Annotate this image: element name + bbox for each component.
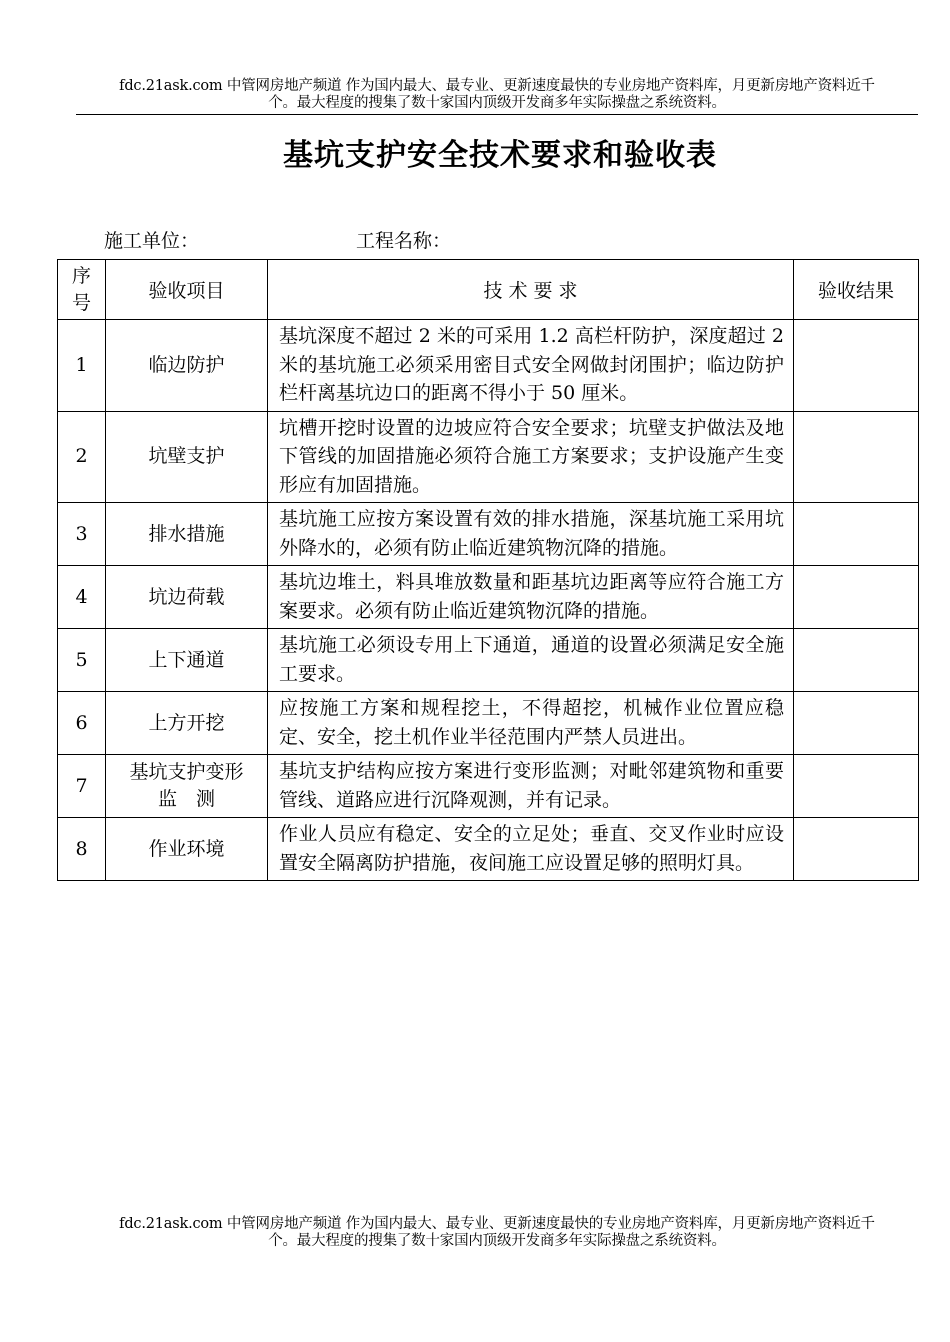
header-divider xyxy=(76,114,918,115)
table-header-row xyxy=(58,260,919,320)
document-title: 基坑支护安全技术要求和验收表 xyxy=(283,138,717,173)
header-seq-line-1: 序 xyxy=(71,264,91,287)
table-row xyxy=(58,411,919,503)
row-item: 上下通道 xyxy=(106,629,268,692)
table-row xyxy=(58,629,919,692)
footer-banner-line-2: 个。最大程度的搜集了数十家国内顶级开发商多年实际操盘之系统资料。 xyxy=(268,1233,726,1249)
row-result-cell[interactable] xyxy=(794,818,919,881)
acceptance-table xyxy=(57,259,919,881)
row-number: 3 xyxy=(58,503,106,566)
header-banner xyxy=(76,78,918,112)
row-requirement: 基坑施工应按方案设置有效的排水措施，深基坑施工采用坑外降水的，必须有防止临近建筑物沉降的措施。 xyxy=(268,503,794,566)
header-banner-line-1: fdc.21ask.com 中管网房地产频道 作为国内最大、最专业、更新速度最快的专业房地产资料库，月更新房地产资料近千 xyxy=(119,78,875,94)
row-result-cell[interactable] xyxy=(794,629,919,692)
row-requirement: 基坑深度不超过 2 米的可采用 1.2 高栏杆防护，深度超过 2 米的基坑施工必须采用密目式安全网做封闭围护；临边防护栏杆离基坑边口的距离不得小于 50 厘米。 xyxy=(268,320,794,412)
table-row xyxy=(58,818,919,881)
table-row xyxy=(58,692,919,755)
row-number: 5 xyxy=(58,629,106,692)
row-requirement: 基坑支护结构应按方案进行变形监测；对毗邻建筑物和重要管线、道路应进行沉降观测，并有记录。 xyxy=(268,755,794,818)
row-item: 排水措施 xyxy=(106,503,268,566)
row-item: 坑壁支护 xyxy=(106,411,268,503)
header-item: 验收项目 xyxy=(106,260,268,320)
row-item: 坑边荷载 xyxy=(106,566,268,629)
row-result-cell[interactable] xyxy=(794,503,919,566)
row-item-line-1: 基坑支护变形 xyxy=(129,761,244,783)
row-item: 上方开挖 xyxy=(106,692,268,755)
row-item xyxy=(106,755,268,818)
row-result-cell[interactable] xyxy=(794,320,919,412)
row-result-cell[interactable] xyxy=(794,755,919,818)
row-number: 4 xyxy=(58,566,106,629)
row-result-cell[interactable] xyxy=(794,411,919,503)
row-number: 6 xyxy=(58,692,106,755)
row-requirement: 坑槽开挖时设置的边坡应符合安全要求；坑壁支护做法及地下管线的加固措施必须符合施工方案要求；支护设施产生变形应有加固措施。 xyxy=(268,411,794,503)
table-row xyxy=(58,755,919,818)
row-number: 8 xyxy=(58,818,106,881)
project-name-label: 工程名称： xyxy=(356,230,452,252)
construction-unit-label: 施工单位： xyxy=(104,230,200,252)
footer-banner xyxy=(76,1216,918,1250)
row-number: 2 xyxy=(58,411,106,503)
footer-banner-line-1: fdc.21ask.com 中管网房地产频道 作为国内最大、最专业、更新速度最快的专业房地产资料库，月更新房地产资料近千 xyxy=(119,1216,875,1232)
header-seq-line-2: 号 xyxy=(71,291,91,314)
row-result-cell[interactable] xyxy=(794,566,919,629)
table-row xyxy=(58,566,919,629)
row-requirement: 应按施工方案和规程挖土，不得超挖，机械作业位置应稳定、安全，挖土机作业半径范围内严禁人员进出。 xyxy=(268,692,794,755)
header-requirement: 技 术 要 求 xyxy=(268,260,794,320)
row-item: 临边防护 xyxy=(106,320,268,412)
row-requirement: 作业人员应有稳定、安全的立足处；垂直、交叉作业时应设置安全隔离防护措施，夜间施工应设置足够的照明灯具。 xyxy=(268,818,794,881)
row-result-cell[interactable] xyxy=(794,692,919,755)
row-number: 7 xyxy=(58,755,106,818)
row-item: 作业环境 xyxy=(106,818,268,881)
row-number: 1 xyxy=(58,320,106,412)
row-item-line-2: 监 测 xyxy=(157,788,215,810)
header-seq xyxy=(58,260,106,320)
row-requirement: 基坑边堆土，料具堆放数量和距基坑边距离等应符合施工方案要求。必须有防止临近建筑物沉降的措施。 xyxy=(268,566,794,629)
row-requirement: 基坑施工必须设专用上下通道，通道的设置必须满足安全施工要求。 xyxy=(268,629,794,692)
header-banner-line-2: 个。最大程度的搜集了数十家国内顶级开发商多年实际操盘之系统资料。 xyxy=(268,95,726,111)
table-row xyxy=(58,503,919,566)
header-result: 验收结果 xyxy=(794,260,919,320)
table-row xyxy=(58,320,919,412)
